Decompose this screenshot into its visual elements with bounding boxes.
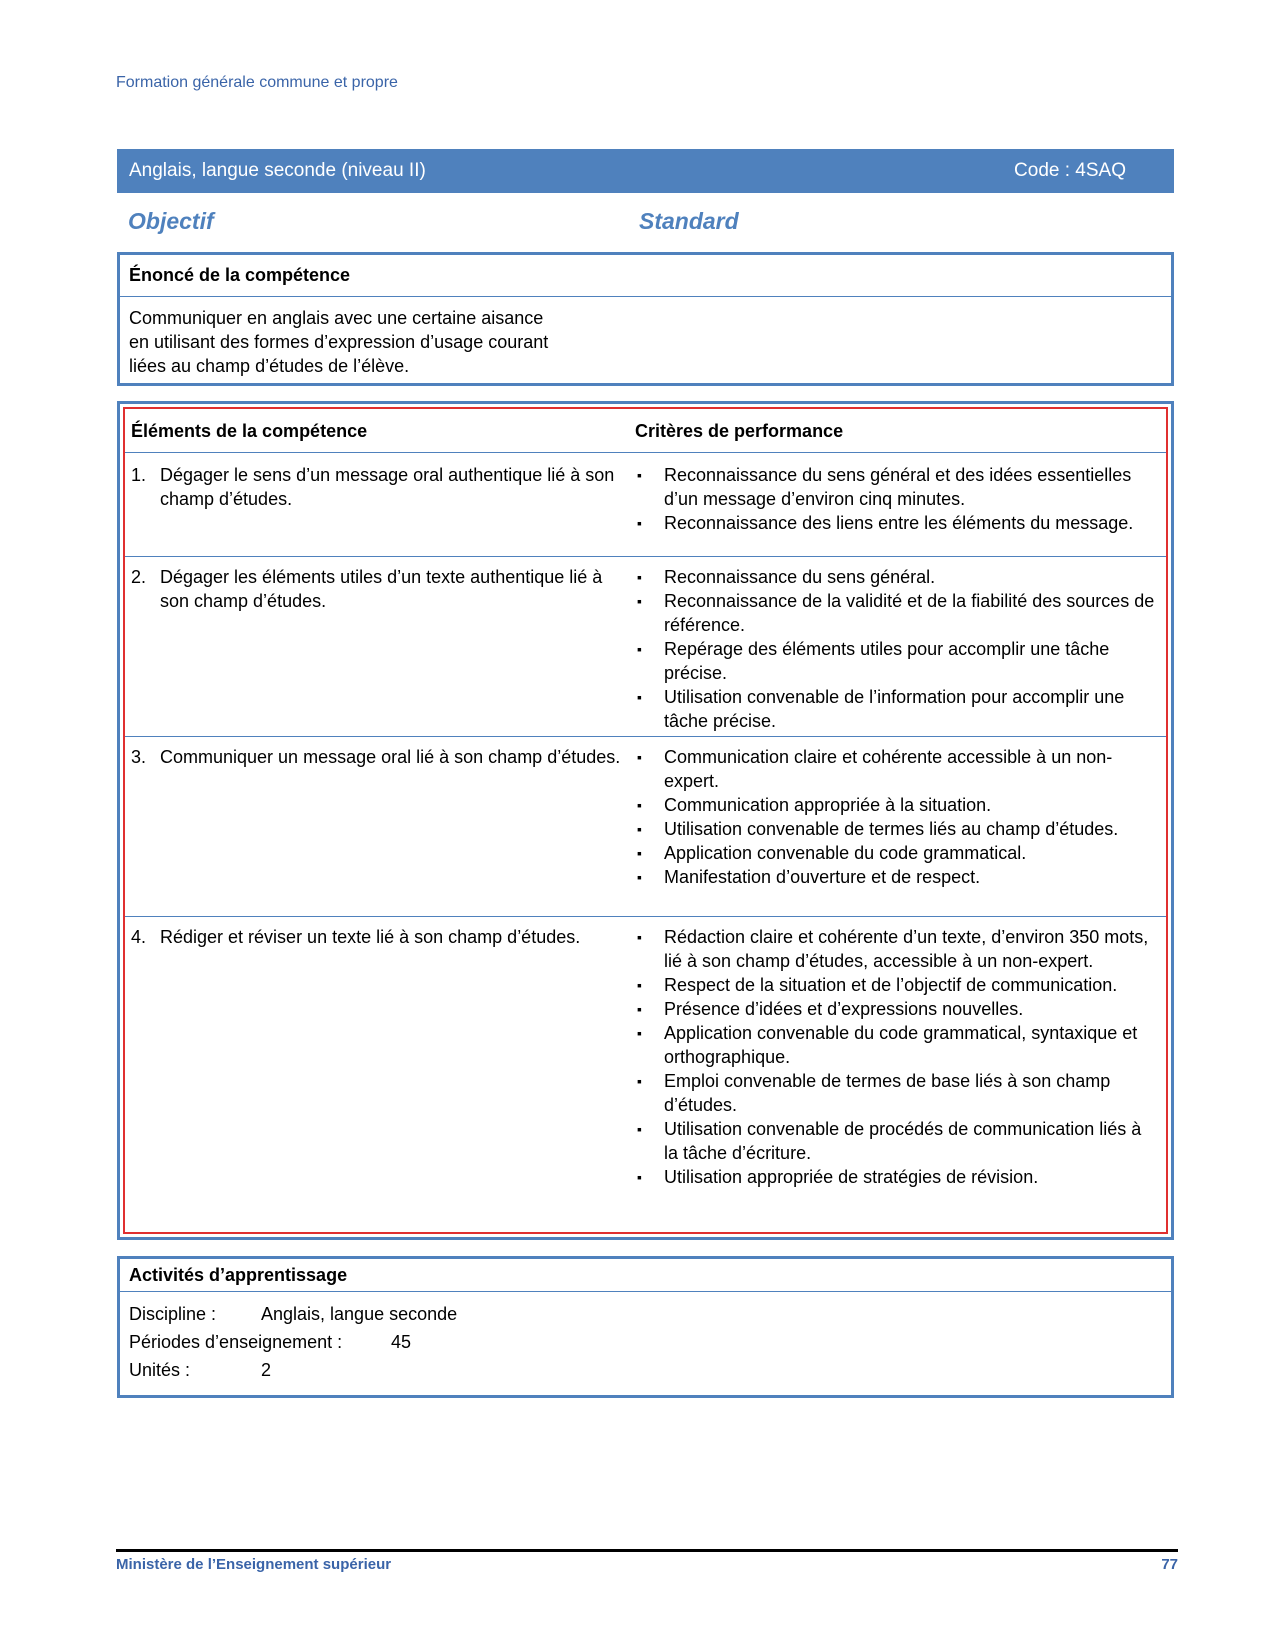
bullet-icon: ▪ — [637, 467, 642, 483]
activites-body — [120, 1292, 1171, 1392]
unites-label: Unités : — [129, 1360, 191, 1380]
criteria-header: Critères de performance — [635, 420, 844, 441]
bullet-icon: ▪ — [637, 749, 642, 765]
bullet-icon: ▪ — [637, 569, 642, 585]
table-header-row — [125, 409, 1166, 453]
bullet-icon: ▪ — [637, 869, 642, 885]
elements-criteria-table — [123, 407, 1168, 1234]
bullet-icon: ▪ — [637, 977, 642, 993]
elements-header: Éléments de la compétence — [131, 420, 368, 441]
element-text: Rédiger et réviser un texte lié à son champ d’études. — [160, 927, 581, 947]
criteria-list — [635, 463, 1158, 535]
discipline-value: Anglais, langue seconde — [261, 1304, 458, 1324]
footer-rule — [116, 1549, 1178, 1552]
table-row — [125, 737, 1166, 917]
bullet-icon: ▪ — [637, 593, 642, 609]
element-item — [131, 565, 635, 613]
criteria-list — [635, 565, 1158, 733]
bullet-icon: ▪ — [637, 821, 642, 837]
list-item: ▪ Reconnaissance des liens entre les éléments du message. — [637, 513, 1134, 533]
table-row — [125, 453, 1166, 557]
periodes-row — [129, 1328, 1162, 1356]
bullet-icon: ▪ — [637, 1073, 642, 1089]
list-item: ▪ Reconnaissance de la validité et de la fiabilité des sources de référence. — [637, 591, 1155, 635]
list-item: ▪ Application convenable du code grammatical, syntaxique et orthographique. — [637, 1023, 1138, 1067]
list-item: ▪ Présence d’idées et d’expressions nouvelles. — [637, 999, 1024, 1019]
bullet-icon: ▪ — [637, 515, 642, 531]
activites-box — [117, 1256, 1174, 1398]
list-item: ▪ Reconnaissance du sens général. — [637, 567, 936, 587]
element-item — [131, 463, 635, 511]
course-title: Anglais, langue seconde (niveau II) — [129, 160, 426, 181]
periodes-value: 45 — [391, 1332, 412, 1352]
list-item: ▪ Rédaction claire et cohérente d’un texte, d’environ 350 mots, lié à son champ d’études, accessible à un non-expert. — [637, 927, 1149, 971]
bullet-icon: ▪ — [637, 1025, 642, 1041]
running-head: Formation générale commune et propre — [116, 74, 398, 91]
list-item: ▪ Repérage des éléments utiles pour accomplir une tâche précise. — [637, 639, 1110, 683]
element-text: Dégager le sens d’un message oral authentique lié à son champ d’études. — [160, 465, 615, 509]
elements-criteria-box — [117, 401, 1174, 1240]
discipline-row — [129, 1300, 1162, 1328]
list-item: ▪ Reconnaissance du sens général et des idées essentielles d’un message d’environ cinq minutes. — [637, 465, 1132, 509]
periodes-label: Périodes d’enseignement : — [129, 1332, 343, 1352]
page-number: 77 — [1161, 1556, 1178, 1573]
element-number: 3. — [131, 747, 147, 767]
bullet-icon: ▪ — [637, 797, 642, 813]
element-text: Communiquer un message oral lié à son champ d’études. — [160, 747, 621, 767]
course-code: Code : 4SAQ — [1014, 160, 1126, 181]
table-row — [125, 917, 1166, 1237]
enonce-line: Communiquer en anglais avec une certaine aisance — [129, 308, 544, 328]
bullet-icon: ▪ — [637, 1169, 642, 1185]
bullet-icon: ▪ — [637, 641, 642, 657]
element-number: 1. — [131, 465, 147, 485]
table-row — [125, 557, 1166, 737]
criteria-list — [635, 925, 1158, 1189]
unites-row — [129, 1356, 1162, 1384]
course-title-bar — [117, 149, 1174, 193]
footer-ministry: Ministère de l’Enseignement supérieur — [116, 1556, 392, 1573]
list-item: ▪ Communication claire et cohérente accessible à un non-expert. — [637, 747, 1113, 791]
bullet-icon: ▪ — [637, 1001, 642, 1017]
bullet-icon: ▪ — [637, 929, 642, 945]
unites-value: 2 — [261, 1360, 272, 1380]
enonce-line: liées au champ d’études de l’élève. — [129, 356, 410, 376]
discipline-label: Discipline : — [129, 1304, 217, 1324]
list-item: ▪ Manifestation d’ouverture et de respect. — [637, 867, 981, 887]
bullet-icon: ▪ — [637, 845, 642, 861]
list-item: ▪ Emploi convenable de termes de base liés à son champ d’études. — [637, 1071, 1111, 1115]
activites-header: Activités d’apprentissage — [120, 1259, 1171, 1292]
list-item: ▪ Communication appropriée à la situation. — [637, 795, 992, 815]
element-number: 2. — [131, 567, 147, 587]
element-item — [131, 925, 635, 949]
column-subheads — [128, 208, 1168, 236]
list-item: ▪ Utilisation convenable de l’information pour accomplir une tâche précise. — [637, 687, 1125, 731]
list-item: ▪ Application convenable du code grammatical. — [637, 843, 1027, 863]
standard-heading: Standard — [639, 208, 739, 234]
enonce-line: en utilisant des formes d’expression d’usage courant — [129, 332, 549, 352]
list-item: ▪ Respect de la situation et de l’objectif de communication. — [637, 975, 1118, 995]
enonce-text — [120, 297, 620, 387]
bullet-icon: ▪ — [637, 1121, 642, 1137]
enonce-header: Énoncé de la compétence — [120, 255, 1171, 297]
list-item: ▪ Utilisation appropriée de stratégies de révision. — [637, 1167, 1039, 1187]
element-item — [131, 745, 635, 769]
list-item: ▪ Utilisation convenable de procédés de communication liés à la tâche d’écriture. — [637, 1119, 1142, 1163]
criteria-list — [635, 745, 1158, 889]
objectif-heading: Objectif — [128, 208, 214, 234]
element-text: Dégager les éléments utiles d’un texte authentique lié à son champ d’études. — [160, 567, 603, 611]
enonce-box — [117, 252, 1174, 386]
list-item: ▪ Utilisation convenable de termes liés au champ d’études. — [637, 819, 1119, 839]
page-footer — [116, 1556, 1178, 1573]
element-number: 4. — [131, 927, 147, 947]
bullet-icon: ▪ — [637, 689, 642, 705]
